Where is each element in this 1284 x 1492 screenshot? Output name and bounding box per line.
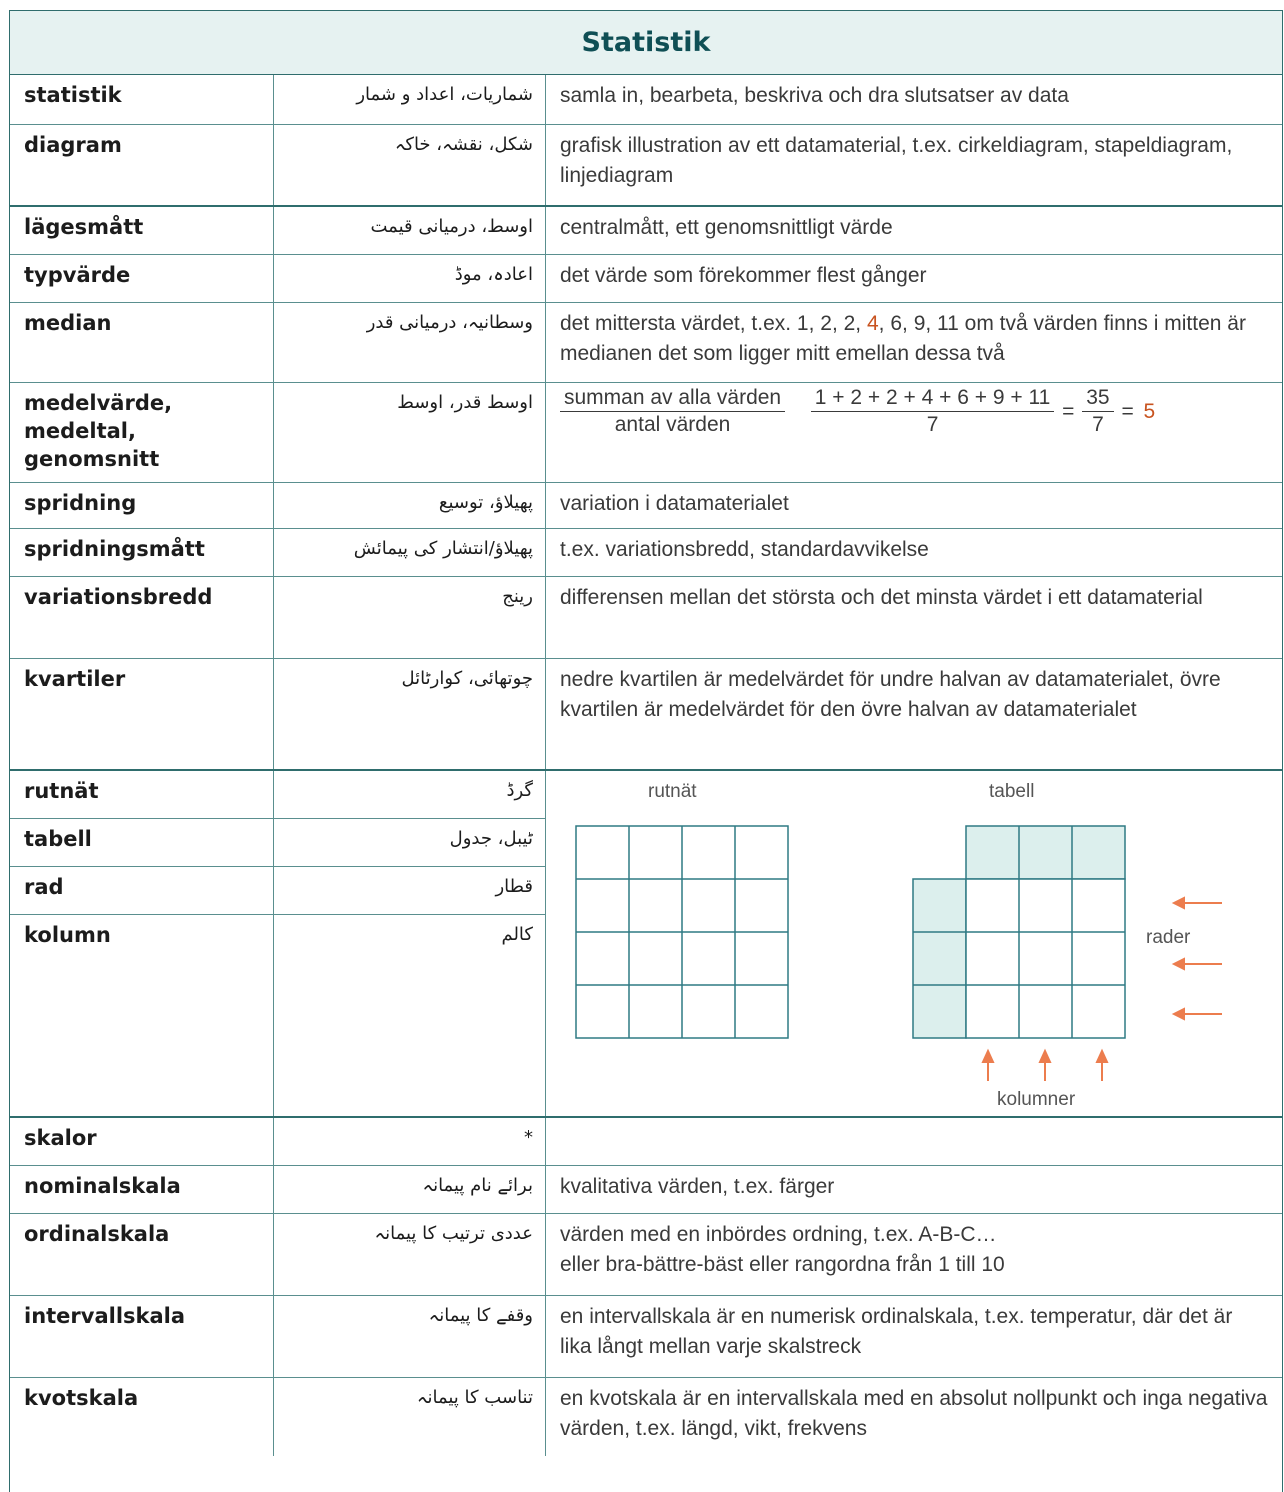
description-cell — [546, 303, 1282, 382]
mean-result: 5 — [1143, 399, 1156, 423]
term-cell: nominalskala — [10, 1166, 274, 1213]
description-line: värden med en inbördes ordning, t.ex. A-B-C… — [560, 1223, 997, 1246]
tabell-grid — [913, 826, 1125, 1038]
median-desc-post: , 6, 9, 11 om två värden finns i mitten är medianen det som ligger mitt emellan dessa två — [560, 312, 1246, 365]
urdu-cell: ٹیبل، جدول — [274, 819, 546, 866]
grid-table-block — [10, 771, 1282, 1118]
table-row — [10, 819, 546, 867]
term-line: medelvärde, — [24, 391, 173, 415]
table-row — [10, 1296, 1282, 1378]
table-row — [10, 75, 1282, 125]
table-row — [10, 659, 1282, 771]
urdu-cell: عددی ترتیب کا پیمانہ — [274, 1214, 546, 1295]
description-cell: grafisk illustration av ett datamaterial, t.ex. cirkeldiagram, stapeldiagram, linjediagram — [560, 134, 1233, 187]
description-cell: en kvotskala är en intervallskala med en absolut nollpunkt och inga negativa värden, t.ex. längd, vikt, frekvens — [560, 1387, 1268, 1440]
term-line: genomsnitt — [24, 447, 160, 471]
table-row — [10, 1214, 1282, 1296]
term-cell: variationsbredd — [10, 577, 274, 658]
urdu-cell: اعادہ، موڈ — [274, 255, 546, 302]
table-row-medelvarde — [10, 383, 1282, 483]
fraction-numerator: 35 — [1082, 385, 1113, 412]
term-cell: kvotskala — [10, 1378, 274, 1456]
rows-label: rader — [1146, 927, 1191, 948]
urdu-cell: وسطانیہ، درمیانی قدر — [274, 303, 546, 382]
fraction-example — [811, 385, 1054, 438]
table-row — [10, 771, 546, 819]
urdu-cell: گرڈ — [274, 771, 546, 818]
term-cell: rutnät — [10, 771, 274, 818]
table-row — [10, 125, 1282, 207]
urdu-cell: برائے نام پیمانہ — [274, 1166, 546, 1213]
table-title: Statistik — [10, 11, 1282, 75]
term-cell: typvärde — [10, 255, 274, 302]
table-row — [10, 1118, 1282, 1166]
urdu-cell: رینج — [274, 577, 546, 658]
description-cell — [546, 1214, 1282, 1295]
term-cell: rad — [10, 867, 274, 914]
term-cell: lägesmått — [10, 207, 274, 254]
term-cell: ordinalskala — [10, 1214, 274, 1295]
term-cell: median — [10, 303, 274, 382]
term-line: medeltal, — [24, 419, 136, 443]
term-cell: spridningsmått — [10, 529, 274, 576]
description-cell: samla in, bearbeta, beskriva och dra slutsatser av data — [560, 84, 1069, 107]
grid-label: rutnät — [648, 781, 697, 802]
term-cell: intervallskala — [10, 1296, 274, 1377]
fraction-denominator: 7 — [926, 413, 939, 436]
term-cell: kolumn — [10, 915, 274, 1116]
table-row — [10, 1166, 1282, 1214]
row-arrows — [1174, 898, 1222, 1019]
fraction-numerator: summan av alla värden — [560, 385, 785, 412]
description-cell: differensen mellan det största och det minsta värdet i ett datamaterial — [560, 586, 1203, 609]
term-cell: kvartiler — [10, 659, 274, 769]
grid-illustration — [546, 771, 1282, 1116]
description-cell — [546, 1118, 1282, 1165]
grid-drawing — [546, 771, 1282, 1111]
table-row-median — [10, 303, 1282, 383]
table-row — [10, 255, 1282, 303]
rutnat-grid — [576, 826, 788, 1038]
table-row — [10, 483, 1282, 529]
description-cell: det värde som förekommer flest gånger — [560, 264, 927, 287]
urdu-cell: اوسط قدر، اوسط — [274, 383, 546, 482]
equals-sign: = — [1062, 399, 1075, 423]
description-cell: nedre kvartilen är medelvärdet för undre halvan av datamaterialet, övre kvartilen är medelvärdet för den övre halvan av datamaterialet — [560, 668, 1221, 721]
description-cell: variation i datamaterialet — [560, 492, 789, 515]
urdu-cell: * — [274, 1118, 546, 1165]
table-row — [10, 867, 546, 915]
urdu-cell: پھیلاؤ، توسیع — [274, 483, 546, 528]
table-row — [10, 577, 1282, 659]
table-row — [10, 529, 1282, 577]
table-label: tabell — [989, 781, 1035, 802]
urdu-cell: اوسط، درمیانی قیمت — [274, 207, 546, 254]
table-row — [10, 207, 1282, 255]
description-cell: en intervallskala är en numerisk ordinalskala, t.ex. temperatur, där det är lika långt mellan varje skalstreck — [560, 1305, 1233, 1358]
urdu-cell: وقفے کا پیمانہ — [274, 1296, 546, 1377]
term-cell: diagram — [10, 125, 274, 205]
fraction-denominator: 7 — [1092, 413, 1104, 436]
description-line: eller bra-bättre-bäst eller rangordna från 1 till 10 — [560, 1253, 1005, 1276]
urdu-cell: تناسب کا پیمانہ — [274, 1378, 546, 1456]
description-cell: kvalitativa värden, t.ex. färger — [560, 1175, 835, 1198]
urdu-cell: قطار — [274, 867, 546, 914]
table-row — [10, 1378, 1282, 1456]
urdu-cell: شماریات، اعداد و شمار — [274, 75, 546, 124]
urdu-cell: کالم — [274, 915, 546, 1116]
term-cell — [10, 383, 274, 482]
term-cell: spridning — [10, 483, 274, 528]
formula-cell — [546, 383, 1282, 482]
urdu-cell: شکل، نقشہ، خاکہ — [274, 125, 546, 205]
term-cell: statistik — [10, 75, 274, 124]
term-cell: skalor — [10, 1118, 274, 1165]
urdu-cell: چوتھائی، کوارٹائل — [274, 659, 546, 769]
grid-terms — [10, 771, 546, 1116]
table-row — [10, 915, 546, 1116]
fraction-numerator: 1 + 2 + 2 + 4 + 6 + 9 + 11 — [811, 385, 1054, 412]
fraction-denominator: antal värden — [614, 413, 731, 436]
description-cell: centralmått, ett genomsnittligt värde — [560, 216, 893, 239]
fraction-sum — [1082, 385, 1113, 438]
term-cell: tabell — [10, 819, 274, 866]
fraction-definition — [560, 385, 785, 438]
column-arrows — [983, 1051, 1107, 1081]
description-cell: t.ex. variationsbredd, standardavvikelse — [560, 538, 929, 561]
statistik-glossary-table — [9, 10, 1283, 1492]
columns-label: kolumner — [997, 1089, 1076, 1110]
equals-sign: = — [1121, 399, 1134, 423]
median-desc-pre: det mittersta värdet, t.ex. 1, 2, 2, — [560, 312, 867, 335]
urdu-cell: پھیلاؤ/انتشار کی پیمائش — [274, 529, 546, 576]
median-highlight: 4 — [866, 312, 879, 335]
